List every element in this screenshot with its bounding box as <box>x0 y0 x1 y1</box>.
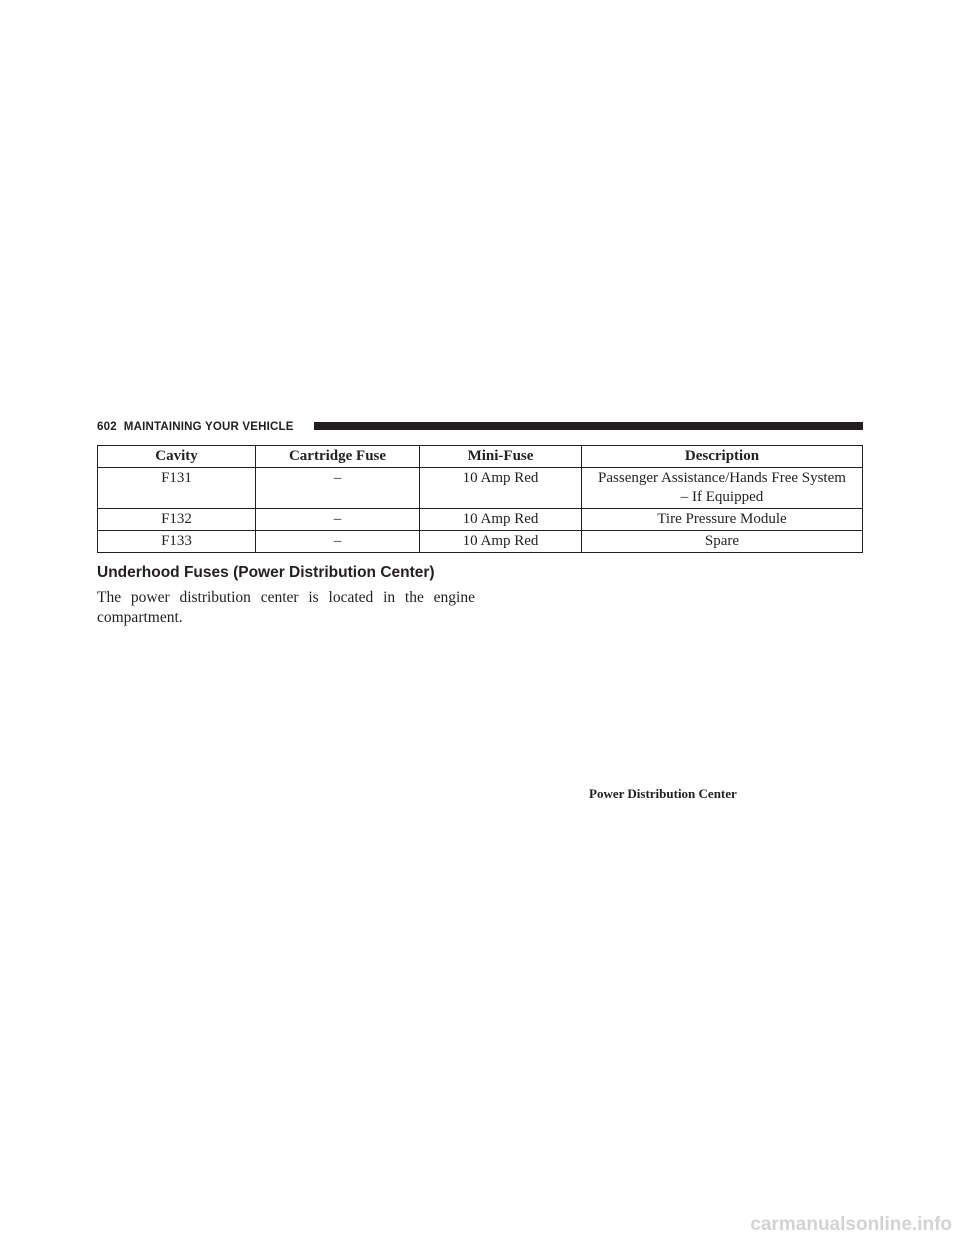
column-header-mini-fuse: Mini-Fuse <box>420 446 582 468</box>
table-header-row <box>98 446 863 468</box>
section-title: MAINTAINING YOUR VEHICLE <box>123 421 294 433</box>
body-paragraph: The power distribution center is located in the engine compartment. <box>97 589 475 626</box>
description-line: – If Equipped <box>680 489 764 505</box>
cell-mini-fuse: 10 Amp Red <box>420 531 582 553</box>
cell-mini-fuse: 10 Amp Red <box>420 468 582 509</box>
cell-description: Tire Pressure Module <box>582 509 863 531</box>
cell-description <box>582 468 863 509</box>
column-header-cartridge-fuse: Cartridge Fuse <box>256 446 420 468</box>
figure-caption: Power Distribution Center <box>589 786 737 801</box>
section-heading: Underhood Fuses (Power Distribution Center) <box>97 564 435 581</box>
table-row <box>98 531 863 553</box>
cell-description: Spare <box>582 531 863 553</box>
cell-cavity: F133 <box>98 531 256 553</box>
column-header-cavity: Cavity <box>98 446 256 468</box>
table-row <box>98 509 863 531</box>
cell-cavity: F131 <box>98 468 256 509</box>
fuse-table <box>97 445 863 553</box>
cell-mini-fuse: 10 Amp Red <box>420 509 582 531</box>
description-line: Passenger Assistance/Hands Free System <box>598 470 846 486</box>
table-row <box>98 468 863 509</box>
header-text <box>97 419 294 435</box>
page-number: 602 <box>97 421 117 433</box>
header-rule <box>314 422 863 430</box>
cell-cartridge-fuse: – <box>256 509 420 531</box>
cell-cartridge-fuse: – <box>256 531 420 553</box>
cell-cartridge-fuse: – <box>256 468 420 509</box>
watermark: carmanualsonline.info <box>750 1214 952 1235</box>
column-header-description: Description <box>582 446 863 468</box>
cell-cavity: F132 <box>98 509 256 531</box>
page-header <box>97 419 863 435</box>
